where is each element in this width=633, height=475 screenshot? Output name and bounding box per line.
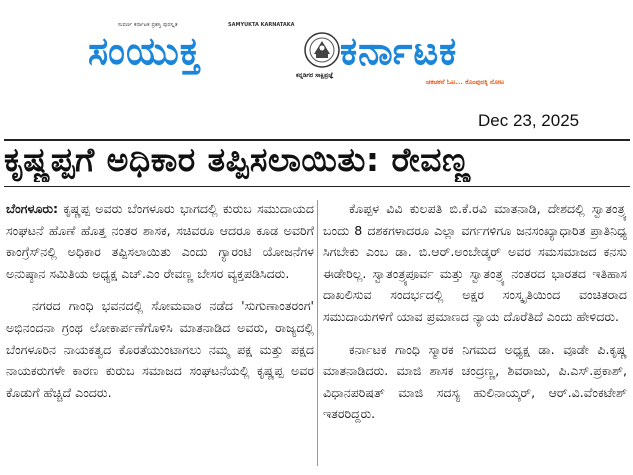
article-dateline: ಬೆಂಗಳೂರು: (6, 201, 59, 216)
article-paragraph-text: ನಗರದ ಗಾಂಧಿ ಭವನದಲ್ಲಿ ಸೋಮವಾರ ನಡೆದ 'ಸುಗುಣಾಂತರಂಗ' ಅಭಿನಂದನಾ ಗ್ರಂಥ ಲೋಕಾರ್ಪಣೆಗೊಳಿಸಿ ಮಾತನಾಡಿದ ಅವರು, ರಾಜ್ಯದಲ್ಲಿ ಬೆಂಗಳೂರಿನ ನಾಯಕತ್ವದ ಕೊರತೆಯುಂಟಾಗಲು ನಮ್ಮ ಪಕ್ಷ ಮತ್ತು ಪಕ್ಷದ ನಾಯಕರುಗಳೇ ಕಾರಣ ಕುರುಬ ಸಮಾಜದ ಸಂಘಟನೆಯಲ್ಲಿ ಕೃಷ್ಣಪ್ಪ ಅವರ ಕೊಡುಗೆ ಹೆಚ್ಚಿದೆ ಎಂದರು. (6, 298, 314, 400)
masthead-slogan: ಚಕಚಕನೆ ಓಟ... ಕೊಂಪುರಕ್ಕಿ ನೋಟ (426, 78, 505, 86)
article-paragraph (6, 295, 314, 403)
masthead-brand-english: SAMYUKTA KARNATAKA (228, 22, 295, 28)
publication-date: Dec 23, 2025 (478, 111, 580, 130)
article-column-left (6, 198, 314, 414)
article-paragraph-text: ಕರ್ನಾಟಕ ಗಾಂಧಿ ಸ್ಮಾರಕ ನಿಗಮದ ಅಧ್ಯಕ್ಷ ಡಾ. ವೂಡೇ ಪಿ.ಕೃಷ್ಣ ಮಾತನಾಡಿದರು. ಮಾಜಿ ಶಾಸಕ ಚಂದ್ರಣ್ಣ, ಶಿವರಾಜು, ಪಿ.ಎಸ್.ಪ್ರಕಾಶ್, ವಿಧಾನಪರಿಷತ್ ಮಾಜಿ ಸದಸ್ಯ ಹುಲಿನಾಯ್ಕರ್, ಆರ್.ವಿ.ವೆಂಕಟೇಶ್ ಇತರರಿದ್ದರು. (323, 341, 627, 422)
column-divider (317, 200, 318, 466)
masthead (0, 0, 633, 105)
article-paragraph (6, 198, 314, 284)
article-paragraph (323, 198, 627, 328)
article-paragraph (323, 339, 627, 425)
masthead-tagline: ಸುವರ್ಣ ಕರ್ನಾಟಕ ಪ್ರಶಸ್ತಿ ಪುರಸ್ಕೃತ (118, 22, 178, 28)
article-paragraph-text: ಕೊಪ್ಪಳ ವಿವಿ ಕುಲಪತಿ ಬಿ.ಕೆ.ರವಿ ಮಾತನಾಡಿ, ದೇಶದಲ್ಲಿ ಸ್ವಾತಂತ್ರ್ಯ ಬಂದು 8 ದಶಕಗಳಾದರೂ ಎಲ್ಲಾ ವರ್ಗಗಳಿಗೂ ಜನಸಂಖ್ಯಾಧಾರಿತ ಪ್ರಾತಿನಿಧ್ಯ ಸಿಗಬೇಕು ಎಂಬ ಡಾ. ಬಿ.ಆರ್.ಅಂಬೇಡ್ಕರ್ ಅವರ ಸಮಸಮಾಜದ ಕನಸು ಈಡೇರಿಲ್ಲ. ಸ್ವಾತಂತ್ರ್ಯಪೂರ್ವ ಮತ್ತು ಸ್ವಾತಂತ್ರ್ಯ ನಂತರದ ಭಾರತದ ಇತಿಹಾಸ ದಾಖಲಿಸುವ ಸಂದರ್ಭದಲ್ಲಿ ಅಕ್ಷರ ಸಂಸ್ಕೃತಿಯಿಂದ ವಂಚಿತರಾದ ಸಮುದಾಯಗಳಿಗೆ ಯಾವ ಪ್ರಮಾಣದ ನ್ಯಾಯ ದೊರೆತಿದೆ ಎಂದು ಹೇಳಿದರು. (323, 201, 627, 324)
article-column-right (323, 198, 627, 436)
emblem-caption: ಕನ್ನಡಿಗರ ಸಾಕ್ಷಿಪ್ರಜ್ಞೆ (296, 72, 334, 79)
masthead-brand-karnataka: ಕರ್ನಾಟಕ (340, 29, 458, 73)
masthead-brand-samyukta: ಸಂಯುಕ್ತ (88, 29, 202, 73)
article-headline: ಕೃಷ್ಣಪ್ಪಗೆ ಅಧಿಕಾರ ತಪ್ಪಿಸಲಾಯಿತು: ರೇವಣ್ಣ (4, 140, 471, 179)
headline-bottom-rule (4, 186, 630, 187)
article-paragraph-text: ಕೃಷ್ಣಪ್ಪ ಅವರು ಬೆಂಗಳೂರು ಭಾಗದಲ್ಲಿ ಕುರುಬ ಸಮುದಾಯದ ಸಂಘಟನೆ ಹೊಣೆ ಹೊತ್ತ ನಂತರ ಶಾಸಕ, ಸಚಿವರೂ ಆದರೂ ಕೂಡ ಅವರಿಗೆ ಕಾಂಗ್ರೆಸ್‌ನಲ್ಲಿ ಅಧಿಕಾರ ತಪ್ಪಿಸಲಾಯಿತು ಎಂದು ಗ್ಯಾರಂಟಿ ಯೋಜನೆಗಳ ಅನುಷ್ಠಾನ ಸಮಿತಿಯ ಅಧ್ಯಕ್ಷ ಎಚ್.ಎಂ ರೇವಣ್ಣ ಬೇಸರ ವ್ಯಕ್ತಪಡಿಸಿದರು. (6, 201, 314, 281)
newspaper-emblem-icon (302, 30, 342, 70)
